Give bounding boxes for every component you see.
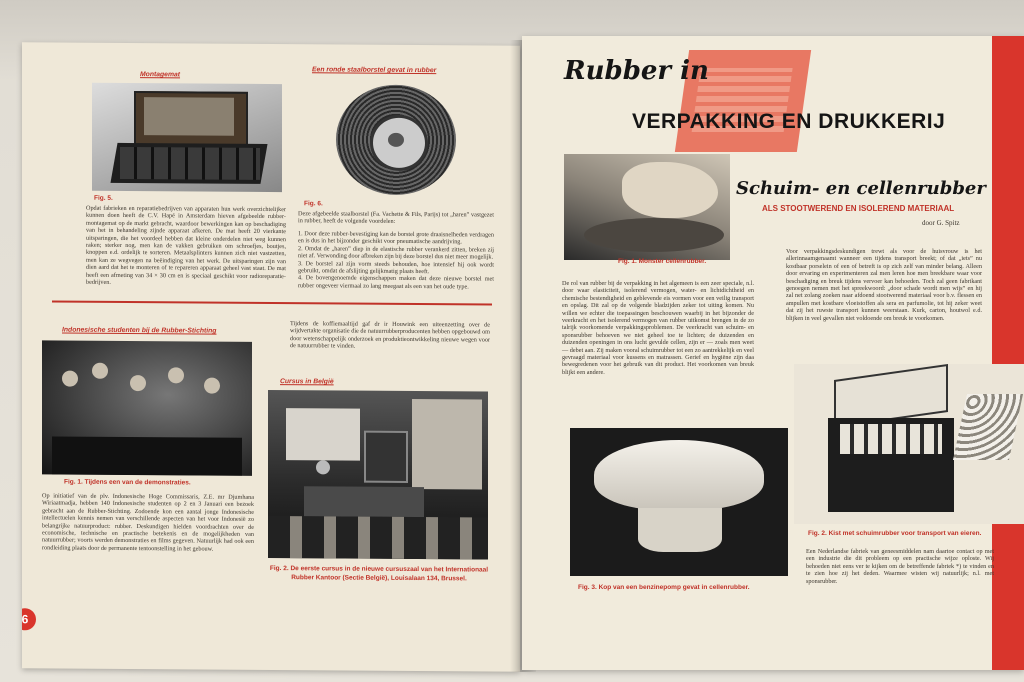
montagemat-body: Opdat fabrieken en reparatiebedrijven van apparaten hun werk overzichtelijker kunnen doen heeft de C.V. Hapé in Amsterdam hieven afgebeelde rubber-montagemat op de markt gebracht, waardoor bewerkingen kan op beschadiging van het in behandeling zijnde apparaat afkeren. De mat heeft 20 vierkante uitsparingen, die het voordeel hebben dat kleine onderdelen niet weg kunnen raken; sterker nog, men kan de vakken gebruiken om schroefjes, boutjes, knoppen e.d. ordelijk te sorteren. Metaalsplinters kunnen zich niet vastzetten, men kan ze wegvegen na beëindiging van het werk. De uitsparingen zijn van dien aard dat het te monteren of te repareren apparaat geheel vast staat. De mat heeft een afmeting van 34 × 30 cm en is speciaal geschikt voor radioreparatie-bedrijven. bbox=[86, 204, 286, 286]
staalborstel-intro: Deze afgebeelde staalborstel (Fa. Vachette & Fils, Parijs) tot „haren” vastgezet in rubber, heeft de volgende voordelen: bbox=[298, 210, 494, 226]
staalborstel-heading: Een ronde staalborstel gevat in rubber bbox=[312, 66, 437, 75]
title-script: Rubber in bbox=[564, 56, 709, 86]
fig1-left-label: Fig. 1. Tijdens een van de demonstraties. bbox=[64, 478, 191, 487]
staalborstel-list bbox=[298, 230, 494, 291]
list-item: 3. De borstel zal zijn vorm steeds behouden, hoe intensief hij ook wordt gebruikt, omdat de afslijting gelijkmatig plaats heeft. bbox=[298, 259, 494, 276]
students-photo bbox=[42, 340, 252, 475]
fig5-label: Fig. 5. bbox=[94, 194, 113, 202]
belgie-photo bbox=[268, 390, 488, 560]
students-body: Op initiatief van de plv. Indonesische Hoge Commissaris, Z.E. mr Djumhana Wiriaatmadja, hebben 140 Indonesische studenten op 2 en 3 Januari een bezoek gebracht aan de Rubber-Stichting. Zodoende kon een aantal jonge Indonesische intellectuelen kennis nemen van verschillende aspecten van het voor Indonesië zo belangrijke natuurproduct: rubber. Deskundigen hielden voordrachten over de economische, technische en practische betekenis en de mogelijkheden van natuurrubber; voorts werden demonstraties en films gegeven. Natuurlijk had ook een rondleiding plaats door de permanente tentoonstelling in het gebouw. bbox=[42, 492, 254, 553]
list-item: 4. De bovengenoemde eigenschappen maken dat deze nieuwe borstel met rubber ongeveer viermaal zo lang meegaat als een van het oude type. bbox=[298, 274, 494, 291]
left-page bbox=[22, 42, 520, 671]
body-col1: De rol van rubber bij de verpakking in het algemeen is een zeer speciale, n.l. door waar elasticiteit, isolerend vermogen, water- en lichtdichtheid en chemische bestendigheid en geblevende eis vormen voor een veilig transport en opslag. Dit zal op de volgende bladzijden zeker tot uiting komen. Nu willen we echter die toepassingen beschouwen waarbij in het bijzonder de veerkracht en het isolerend vermogen van rubber uitkomst brengen in de zo talrijk voorkomende verpakkingsproblemen. De veerkracht van schuim- en sponsrubber behoeven we niet geheel toe te lichten; de duizenden en duizenden openingen in ons lucht gevulde cellen, zijn er — zoals men weet — debet aan. Zij maken vooral schuimrubber tot een zo aantrekkelijk en veel gevraagd materiaal voor kussens en matrassen. Gerief en hygiëne zijn daa bewegredenen voor het gebruik van dit product. Het voorkomen van breuk blijkt een andere. bbox=[562, 280, 754, 376]
montagemat-heading: Montagemat bbox=[140, 71, 181, 79]
fig6-label: Fig. 6. bbox=[304, 200, 323, 208]
title-main: VERPAKKING EN DRUKKERIJ bbox=[632, 110, 946, 133]
koffiemaaltijd-text: Tijdens de koffiemaaltijd gaf dr ir Houwink een uiteenzetting over de wijdvertakte organisatie die de natuurrubberproducenten hebben opgebouwd om door wetenschappelijk onderzoek en produktieontwikkeling nieuwe wegen voor de natuurrubber te vinden. bbox=[290, 320, 490, 350]
list-item: 1. Door deze rubber-bevestiging kan de borstel grote draaisnelheden verdragen en is dus in het bijzonder geschikt voor pneumatische aandrijving. bbox=[298, 230, 494, 246]
section-divider bbox=[52, 300, 492, 305]
fig2-left-label: Fig. 2. De eerste cursus in de nieuwe cursuszaal van het Internationaal Rubber Kantoor (Sectie België), Louisalaan 134, Brussel. bbox=[269, 564, 489, 583]
fig3-label: Fig. 3. Kop van een benzinepomp gevat in cellenrubber. bbox=[578, 584, 750, 591]
right-page bbox=[522, 36, 1024, 670]
pump-photo bbox=[570, 428, 788, 576]
eggbox-photo bbox=[794, 364, 1024, 524]
red-edge-strip bbox=[992, 36, 1024, 670]
staalborstel-photo bbox=[322, 80, 468, 199]
subtitle-script: Schuim- en cellenrubber bbox=[736, 178, 986, 199]
body-col2-bottom: Een Nederlandse fabriek van geneesmiddelen nam daartoe contact op met een industrie die dit probleem op een practische wijze oploste. Wij behoeden niet eens ver te kijken om de betreffende fabriek *) te vinden en te zien hoe zij het deden. Waarmee wisten wij natuurlijk; n.l. met sponsrubber. bbox=[806, 548, 994, 585]
page-number: 6 bbox=[22, 608, 36, 630]
subtitle-caps: ALS STOOTWEREND EN ISOLEREND MATERIAAL bbox=[762, 204, 955, 213]
fig2-right-label: Fig. 2. Kist met schuimrubber voor transport van eieren. bbox=[808, 530, 982, 537]
body-col2: Voor verpakkingsdeskundigen trewt als voor de huisvrouw is het allerinnaamgenaamt wanneer een tijdens transport breekt; of dat „iets” nu kostbaar porselein of een of betreft is op zich zelf van minder belang. Alleen door ervaring en experimenteren zal men leren hoe men breekbare waar voor beschadiging en breuk tijdens vervoer kan behoeden. Toch zal geen fabrikant genoegen nemen met het spreekwoord: „door schade wordt men wijs” en hij zal net zolang zoeken naar afdoend stootwerend materiaal voor b.v. flessen en ampullen met kostbare vloeistoffen als sera en parfumolie, tot hij zeker weet dat zij het ruwste transport kunnen weerstaan. Kurk, carton, houtwol e.d. blijken in veel gevallen niet voldoende om breuk te voorkomen. bbox=[786, 248, 982, 322]
students-heading: Indonesische studenten bij de Rubber-Stichting bbox=[62, 326, 217, 335]
hand-photo bbox=[564, 154, 730, 260]
fig1-right-label: Fig. 1. Monster cellenrubber. bbox=[618, 258, 707, 265]
list-item: 2. Omdat de „haren” diep in de elastische rubber verankerd zitten, breken zij niet af. Verwonding door afbreken zijn bij deze borstel dus niet meer mogelijk. bbox=[298, 245, 494, 261]
belgie-heading: Cursus in België bbox=[280, 378, 334, 386]
montagemat-photo bbox=[92, 83, 282, 192]
author: door G. Spitz bbox=[922, 219, 960, 227]
